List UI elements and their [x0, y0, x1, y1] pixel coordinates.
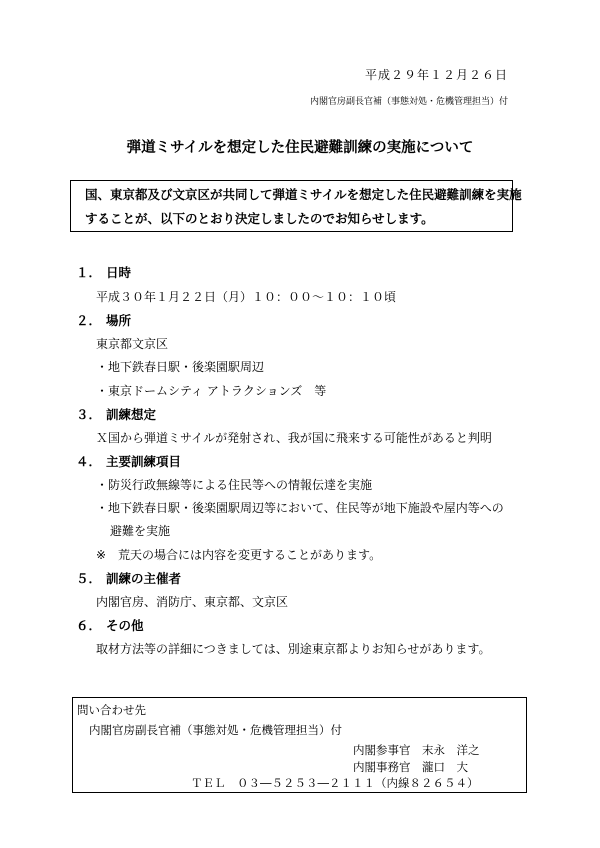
section-line: 内閣官房、消防庁、東京都、文京区: [96, 595, 289, 609]
section-line: Ｘ国から弾道ミサイルが発射され、我が国に飛来する可能性があると判明: [96, 431, 492, 445]
section-line: ・地下鉄春日駅・後楽園駅周辺等において、住民等が地下施設や屋内等への: [96, 501, 504, 515]
section-note: ※ 荒天の場合には内容を変更することがあります。: [96, 548, 382, 562]
section-heading-organizers: ５． 訓練の主催者: [76, 571, 182, 586]
contact-person: 内閣参事官 末永 洋之: [353, 743, 480, 757]
section-line: ・東京ドームシティ アトラクションズ 等: [96, 384, 327, 398]
issuing-office: 内閣官房副長官補（事態対処・危機管理担当）付: [309, 97, 508, 107]
section-line: 避難を実施: [110, 524, 171, 538]
contact-box: [72, 697, 527, 793]
section-line: ・防災行政無線等による住民等への情報伝達を実施: [96, 478, 373, 492]
section-heading-scenario: ３． 訓練想定: [76, 407, 157, 422]
section-line: 取材方法等の詳細につきましては、別途東京都よりお知らせがあります。: [96, 642, 491, 656]
contact-office: 内閣官房副長官補（事態対処・危機管理担当）付: [89, 723, 342, 737]
section-heading-location: ２． 場所: [76, 313, 132, 328]
section-line: 平成３０年１月２２日（月）１０：００～１０：１０頃: [96, 290, 397, 304]
section-heading-datetime: １． 日時: [76, 265, 132, 280]
section-line: 東京都文京区: [96, 337, 169, 351]
section-heading-training-items: ４． 主要訓練項目: [76, 454, 182, 469]
section-line: ・地下鉄春日駅・後楽園駅周辺: [96, 360, 265, 374]
notice-box: [70, 180, 522, 232]
contact-label: 問い合わせ先: [77, 703, 146, 717]
document-title: 弾道ミサイルを想定した住民避難訓練の実施について: [126, 140, 474, 156]
section-heading-other: ６． その他: [76, 618, 144, 633]
contact-person: 内閣事務官 瀧口 大: [353, 760, 468, 774]
contact-phone: ＴＥＬ ０３―５２５３―２１１１（内線８２６５４）: [191, 776, 479, 790]
notice-line: することが、以下のとおり決定しましたのでお知らせします。: [85, 211, 434, 226]
notice-line: 国、東京都及び文京区が共同して弾道ミサイルを想定した住民避難訓練を実施: [85, 187, 522, 202]
document-date: 平成２９年１２月２６日: [364, 68, 508, 82]
